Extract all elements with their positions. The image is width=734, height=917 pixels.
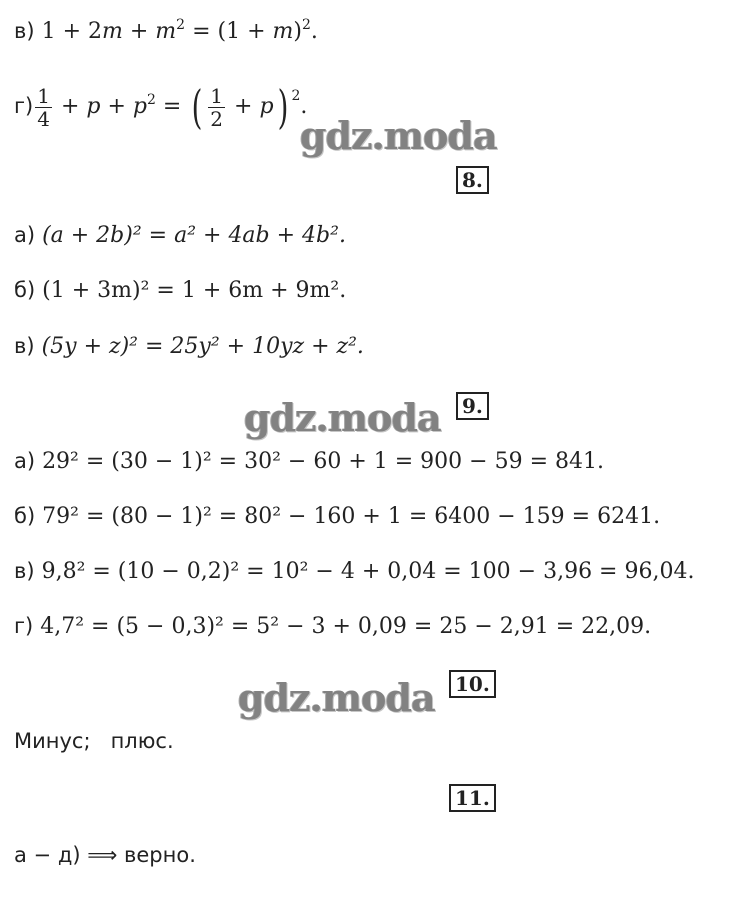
right-paren: ) (277, 80, 288, 134)
math-expression: (a + 2b)² = a² + 4ab + 4b². (42, 223, 346, 248)
p10-answer: Минус; плюс. (14, 729, 174, 753)
item-label: г) (14, 94, 34, 118)
math-expression: 29² = (30 − 1)² = 30² − 60 + 1 = 900 − 59 = 841. (42, 449, 604, 474)
item-label: г) (14, 614, 34, 638)
p11-answer: а − д) ⟹ верно. (14, 843, 196, 867)
p7-line-v (14, 16, 318, 47)
math-expression: (5y + z)² = 25y² + 10yz + z². (41, 334, 364, 359)
p9-line-b (14, 501, 660, 532)
math-expression: 4,7² = (5 − 0,3)² = 5² − 3 + 0,09 = 25 − 2,91 = 22,09. (40, 614, 652, 639)
math-expression: 79² = (80 − 1)² = 80² − 160 + 1 = 6400 − 159 = 6241. (42, 504, 661, 529)
p8-line-v (14, 331, 364, 362)
fraction-one-half: $\frac{1}{2}$ (210, 83, 224, 131)
item-label: в) (14, 19, 35, 43)
problem-number-8: 8. (456, 166, 489, 194)
outer-exponent: 2 (291, 88, 301, 104)
problem-number-10: 10. (449, 670, 496, 698)
math-expression: (1 + 3m)² = 1 + 6m + 9m². (42, 278, 347, 303)
watermark: gdz.moda (244, 395, 441, 440)
left-paren: ( (191, 80, 203, 134)
item-label: б) (14, 504, 36, 528)
p8-line-a (14, 220, 346, 251)
math-expression: + $p + p^2$ = (53, 92, 189, 119)
p9-line-g (14, 611, 651, 642)
math-expression: + p (227, 94, 274, 119)
p8-line-b (14, 275, 346, 306)
fraction-one-quarter: $\frac{1}{4}$ (37, 83, 50, 131)
problem-number-11: 11. (449, 784, 496, 812)
item-label: а) (14, 449, 36, 473)
problem-number-9: 9. (456, 392, 489, 420)
watermark: gdz.moda (238, 675, 435, 720)
p7-line-g (14, 78, 307, 135)
p9-line-a (14, 446, 604, 477)
item-label: в) (14, 559, 35, 583)
item-label: б) (14, 278, 36, 302)
math-expression: $1 + 2m + m^2 = (1 + m)^2$. (41, 17, 318, 44)
item-label: в) (14, 334, 35, 358)
watermark: gdz.moda (300, 113, 497, 158)
item-label: а) (14, 223, 36, 247)
period: . (300, 94, 308, 119)
math-expression: 9,8² = (10 − 0,2)² = 10² − 4 + 0,04 = 100 − 3,96 = 96,04. (41, 559, 695, 584)
p9-line-v (14, 556, 694, 587)
